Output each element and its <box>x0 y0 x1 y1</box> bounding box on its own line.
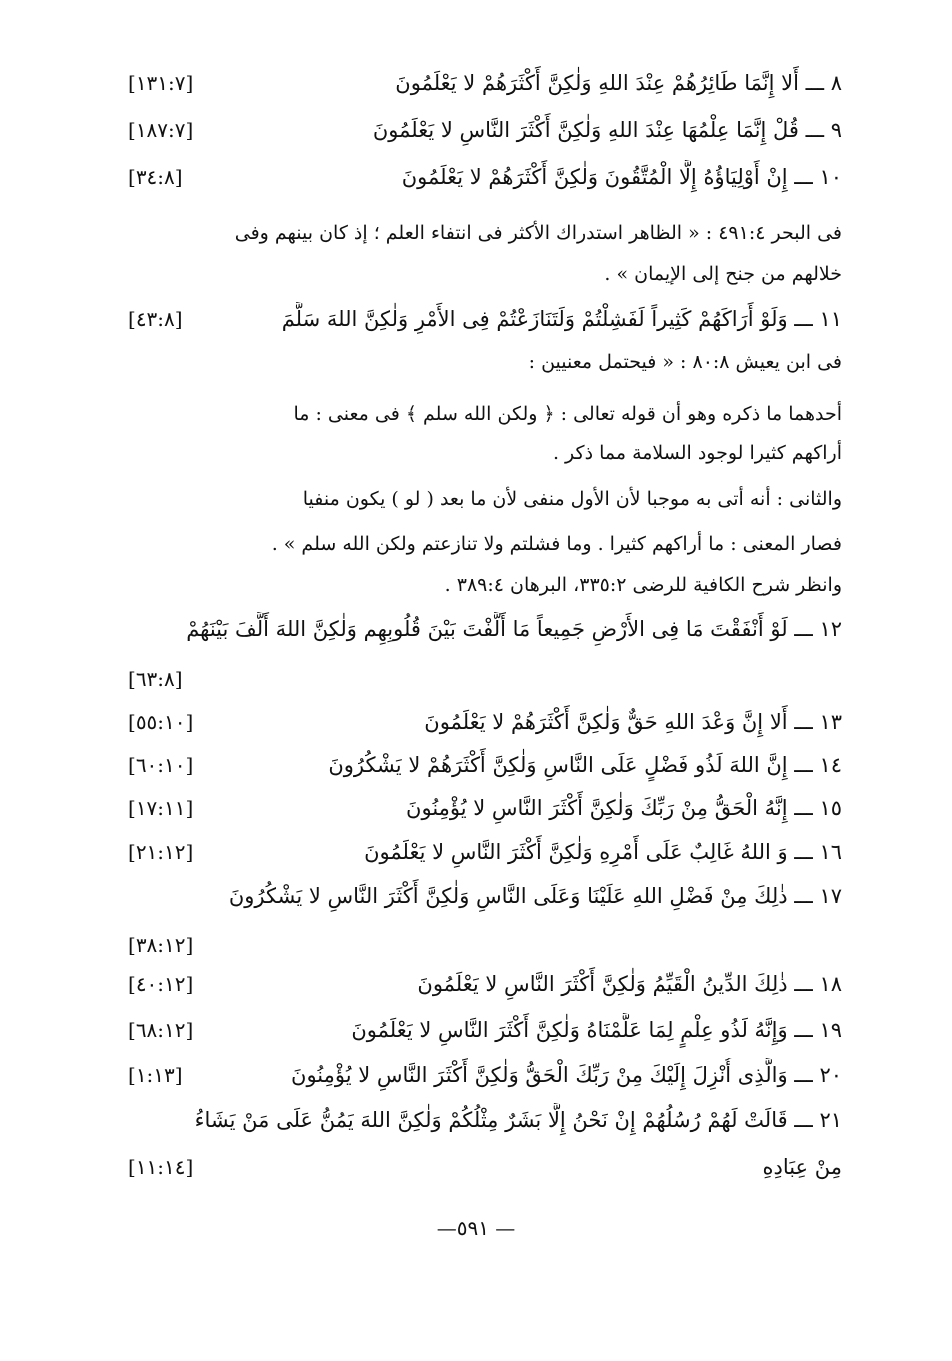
verse-text: ١٥ ـــ إِنَّهُ الْحَقُّ مِنْ رَبِّكَ وَلٰكِنَّ أَكْثَرَ النَّاسِ لا يُؤْمِنُونَ <box>406 796 842 820</box>
verse-text: ٢٠ ـــ وَالَّذِى أُنْزِلَ إِلَيْكَ مِنْ رَبِّكَ الْحَقُّ وَلٰكِنَّ أَكْثَرَ النَّاسِ لا يُؤْمِنُونَ <box>291 1063 842 1087</box>
verse-line-14 <box>128 748 842 784</box>
verse-line-18 <box>128 967 842 1003</box>
verse-line-21 <box>128 1103 842 1139</box>
verse-line-12 <box>128 612 842 648</box>
verse-line-20 <box>128 1058 842 1094</box>
verse-line-9 <box>128 113 842 149</box>
verse-reference: [١٨٧:٧] <box>128 118 194 142</box>
commentary-line: أحدهما ما ذكره وهو أن قوله تعالى : ﴿ ولكن الله سلم ﴾ فى معنى : ما <box>293 403 842 425</box>
verse-reference: [٦٨:١٢] <box>128 1018 194 1042</box>
verse-text: ١٧ ـــ ذٰلِكَ مِنْ فَضْلِ اللهِ عَلَيْنَا وَعَلَى النَّاسِ وَلٰكِنَّ أَكْثَرَ النَّاسِ لا يَشْكُرُونَ <box>228 884 842 908</box>
verse-text: ١٠ ـــ إِنْ أَوْلِيَاؤُهُ إِلَّا الْمُتَّقُونَ وَلٰكِنَّ أَكْثَرَهُمْ لا يَعْلَمُونَ <box>401 165 842 189</box>
verse-text: ١٢ ـــ لَوْ أَنْفَقْتَ مَا فِى الأَرْضِ جَمِيعاً مَا أَلَّفْتَ بَيْنَ قُلُوبِهِم وَلٰكِنَّ اللهَ أَلَّفَ بَيْنَهُمْ <box>186 617 842 641</box>
verse-line-8 <box>128 66 842 102</box>
verse-reference: [١:١٣] <box>128 1063 183 1087</box>
verse-line-15 <box>128 791 842 827</box>
verse-text: ١٩ ـــ وَإِنَّهُ لَذُو عِلْمٍ لِمَا عَلَّمْنَاهُ وَلٰكِنَّ أَكْثَرَ النَّاسِ لا يَعْلَمُونَ <box>351 1018 842 1042</box>
verse-line-17 <box>128 879 842 915</box>
verse-reference: [٢١:١٢] <box>128 840 194 864</box>
verse-line-11 <box>128 302 842 338</box>
commentary-line: فى البحر ٤٩١:٤ : « الظاهر استدراك الأكثر فى انتفاء العلم ؛ إذ كان بينهم وفى <box>234 222 842 244</box>
commentary-line: والثانى : أنه أتى به موجبا لأن الأول منفى لأن ما بعد ( لو ) يكون منفيا <box>302 488 842 510</box>
verse-line-21-cont <box>128 1150 842 1186</box>
verse-text: ٨ ـــ أَلا إِنَّمَا طَائِرُهُمْ عِنْدَ اللهِ وَلٰكِنَّ أَكْثَرَهُمْ لا يَعْلَمُونَ <box>395 71 842 95</box>
verse-text: ١٦ ـــ وَ اللهُ غَالِبٌ عَلَى أَمْرِهِ وَلٰكِنَّ أَكْثَرَ النَّاسِ لا يَعْلَمُونَ <box>364 840 842 864</box>
verse-text: ١٤ ـــ إِنَّ اللهَ لَذُو فَضْلٍ عَلَى النَّاسِ وَلٰكِنَّ أَكْثَرَهُمْ لا يَشْكُرُونَ <box>328 753 842 777</box>
commentary-line: أراكهم كثيرا لوجود السلامة مما ذكر . <box>552 442 842 464</box>
commentary-line: فى ابن يعيش ٨٠:٨ : « فيحتمل معنيين : <box>528 351 842 373</box>
verse-line-13 <box>128 705 842 741</box>
verse-line-19 <box>128 1013 842 1049</box>
verse-text: ٩ ـــ قُلْ إِنَّمَا عِلْمُهَا عِنْدَ اللهِ وَلٰكِنَّ أَكْثَرَ النَّاسِ لا يَعْلَمُونَ <box>372 118 842 142</box>
verse-reference: [٥٥:١٠] <box>128 710 194 734</box>
verse-reference: [١١:١٤] <box>128 1155 194 1179</box>
verse-text: ٢١ ـــ قَالَتْ لَهُمْ رُسُلُهُمْ إِنْ نَحْنُ إِلَّا بَشَرٌ مِثْلُكُمْ وَلٰكِنَّ اللهَ يَمُنُّ عَلَى مَنْ يَشَاءُ <box>194 1108 842 1132</box>
verse-reference: [٤٣:٨] <box>128 307 183 331</box>
verse-text: ١١ ـــ وَلَوْ أَرَاكَهُمْ كَثِيراً لَفَشِلْتُمْ وَلَتَنَازَعْتُمْ فِى الأَمْرِ وَلٰكِنَّ اللهَ سَلَّمَ <box>281 307 842 331</box>
verse-reference: [٦٠:١٠] <box>128 753 194 777</box>
commentary-line: خلالهم من جنح إلى الإيمان » . <box>604 263 842 285</box>
verse-reference: [١٣١:٧] <box>128 71 194 95</box>
verse-text: ١٨ ـــ ذٰلِكَ الدِّينُ الْقَيِّمُ وَلٰكِنَّ أَكْثَرَ النَّاسِ لا يَعْلَمُونَ <box>417 972 842 996</box>
page-number: — ٥٩١— <box>436 1216 516 1240</box>
verse-reference: [٤٠:١٢] <box>128 972 194 996</box>
verse-text: مِنْ عِبَادِهِ <box>762 1155 842 1179</box>
verse-reference: [٣٨:١٢] <box>128 933 194 957</box>
commentary-line: وانظر شرح الكافية للرضى ٣٣٥:٢، البرهان ٣٨٩:٤ . <box>444 574 842 596</box>
commentary-line: فصار المعنى : ما أراكهم كثيرا . وما فشلتم ولا تنازعتم ولكن الله سلم » . <box>271 533 842 555</box>
verse-reference: [١٧:١١] <box>128 796 194 820</box>
verse-line-16 <box>128 835 842 871</box>
verse-text: ١٣ ـــ أَلا إِنَّ وَعْدَ اللهِ حَقٌّ وَلٰكِنَّ أَكْثَرَهُمْ لا يَعْلَمُونَ <box>424 710 842 734</box>
verse-reference: [٣٤:٨] <box>128 165 183 189</box>
verse-reference: [٦٣:٨] <box>128 667 183 691</box>
verse-line-10 <box>128 160 842 196</box>
